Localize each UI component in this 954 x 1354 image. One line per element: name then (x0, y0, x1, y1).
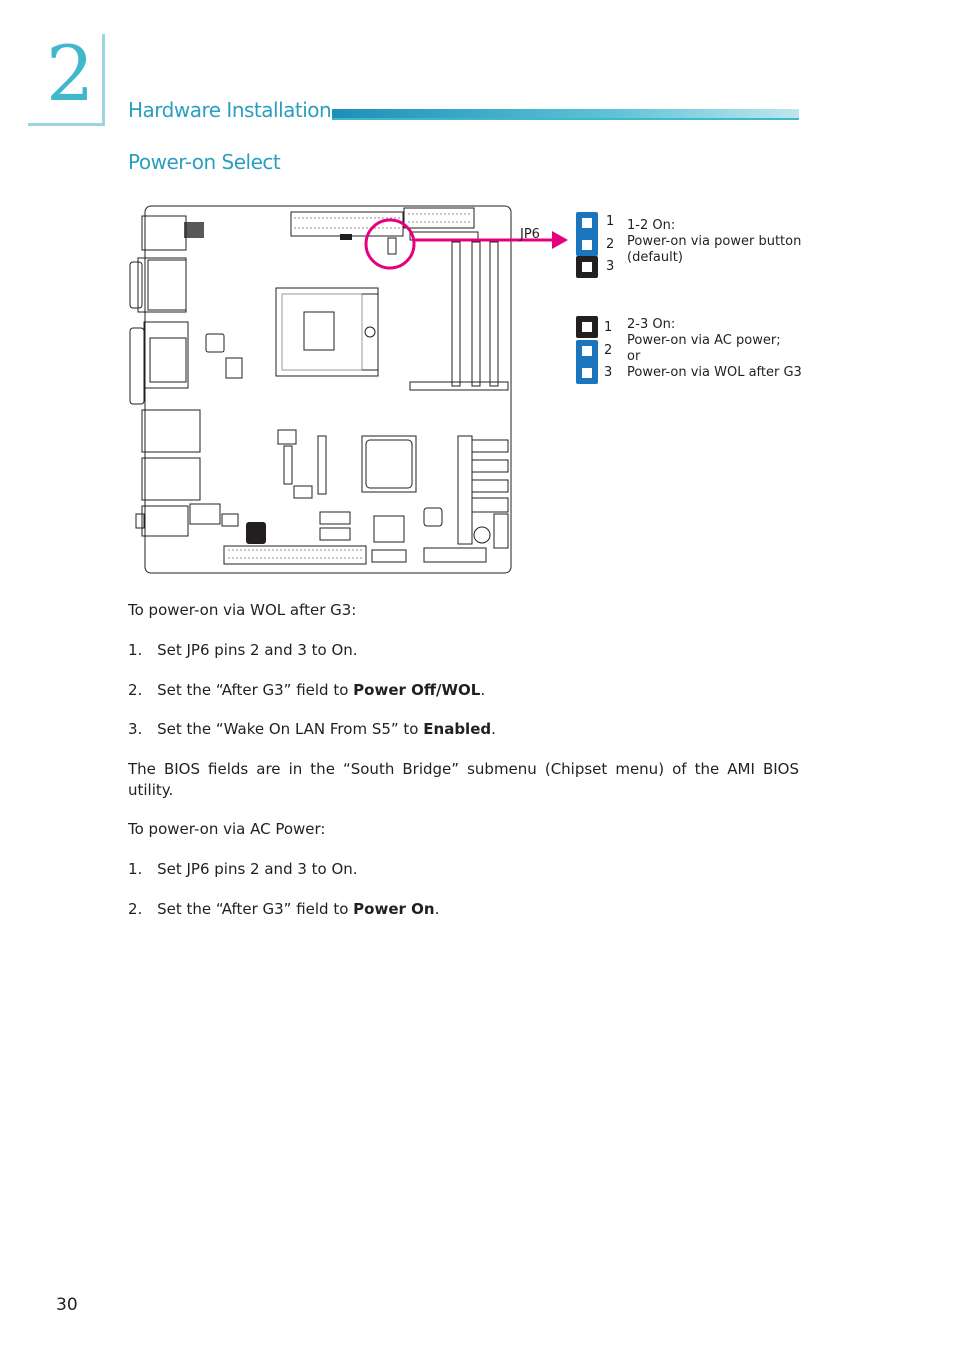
header-ide (318, 436, 326, 494)
io-port-audio (142, 506, 188, 536)
setting-b-line-4: Power-on via WOL after G3 (627, 365, 802, 380)
io-port-com-inner (150, 338, 186, 382)
io-port-top (142, 216, 186, 250)
small-chip-c (222, 514, 238, 526)
setting-a-line-2: Power-on via power button (627, 234, 802, 249)
wol-step-1 (128, 640, 358, 661)
small-chip-b (226, 358, 242, 378)
section-title: Power-on Select (128, 150, 281, 174)
step-punct: . (480, 681, 486, 699)
step-punct: . (434, 900, 440, 918)
io-port-usb (142, 458, 200, 500)
battery (474, 527, 490, 543)
jumper-setting-a-graphic (574, 212, 600, 280)
step-text: Set the “Wake On LAN From S5” to (157, 720, 424, 738)
header-jumper (424, 508, 442, 526)
step-number: 1. (128, 860, 143, 878)
step-number: 2. (128, 681, 143, 699)
step-punct: . (491, 720, 496, 738)
pin-a-1 (582, 218, 592, 228)
step-text: Set the “After G3” field to (157, 681, 354, 699)
small-chip-a (206, 334, 224, 352)
pin-a-2 (582, 240, 592, 250)
cpu-lever (365, 327, 375, 337)
step-value-power-on: Power On (353, 900, 435, 918)
step-number: 2. (128, 900, 143, 918)
memory-slot-2 (472, 242, 480, 386)
pin-b-2 (582, 346, 592, 356)
header-long (284, 446, 292, 484)
jp6-callout-arrow (552, 231, 568, 249)
page-number: 30 (56, 1295, 78, 1315)
io-port-audio-jack (136, 514, 144, 528)
sata-1 (472, 440, 508, 452)
sata-2 (472, 460, 508, 472)
header-spi (320, 512, 350, 524)
setting-a-pin-2: 2 (606, 237, 615, 252)
sata-4 (472, 498, 508, 512)
cpu-die (304, 312, 334, 350)
motherboard-diagram (0, 0, 954, 600)
pin-a-3 (582, 262, 592, 272)
top-header (404, 208, 474, 228)
step-value-enabled: Enabled (423, 720, 492, 738)
step-value-power-off-wol: Power Off/WOL (353, 681, 481, 699)
header-cable (458, 436, 472, 544)
setting-a-pin-1: 1 (606, 214, 615, 229)
setting-b-line-2: Power-on via AC power; (627, 333, 781, 348)
memory-slot-3 (490, 242, 498, 386)
dip-pins-a (184, 222, 204, 238)
wol-intro: To power-on via WOL after G3: (128, 601, 357, 619)
setting-b-line-3: or (627, 349, 641, 364)
step-text: Set the “After G3” field to (157, 900, 354, 918)
dip-pins-b (340, 234, 352, 240)
setting-b-pin-1: 1 (604, 320, 613, 335)
chipset (362, 436, 416, 492)
setting-b-pin-2: 2 (604, 343, 613, 358)
sata-3 (472, 480, 508, 492)
header-lpc (374, 516, 404, 542)
pcie-slot (224, 546, 366, 564)
chapter-title: Hardware Installation (128, 98, 332, 122)
setting-a-pin-3: 3 (606, 259, 615, 274)
io-port-lan (142, 410, 200, 452)
pcie-small-slot (372, 550, 406, 562)
jp6-on-board (388, 238, 396, 254)
ac-intro: To power-on via AC Power: (128, 820, 326, 838)
step-text: Set JP6 pins 2 and 3 to On. (157, 641, 358, 659)
jumper-setting-b-graphic (574, 316, 600, 384)
chipset-inner (366, 440, 412, 488)
setting-a-line-3: (default) (627, 250, 683, 265)
step-number: 1. (128, 641, 143, 659)
setting-a-line-1: 1-2 On: (627, 218, 676, 233)
bios-note: The BIOS fields are in the “South Bridge” submenu (Chipset menu) of the AMI BIOS utility. (128, 760, 799, 799)
header-6pin (294, 486, 312, 498)
io-port-com (144, 322, 188, 388)
setting-b-line-1: 2-3 On: (627, 317, 676, 332)
pin-b-3 (582, 368, 592, 378)
wol-step-2 (128, 680, 485, 701)
atx-power-connector (291, 212, 403, 236)
chapter-number: 2 (46, 29, 95, 118)
memory-slot-1 (452, 242, 460, 386)
step-text: Set JP6 pins 2 and 3 to On. (157, 860, 358, 878)
io-port-com-frame (130, 328, 144, 404)
header-usb-l (190, 504, 220, 524)
jp6-label: JP6 (520, 227, 540, 242)
header-dual (320, 528, 350, 540)
wol-step-3 (128, 719, 496, 740)
header-right (494, 514, 508, 548)
header-fan (278, 430, 296, 444)
step-number: 3. (128, 720, 143, 738)
setting-b-pin-3: 3 (604, 365, 613, 380)
pin-b-1 (582, 322, 592, 332)
ac-step-1 (128, 859, 358, 880)
io-port-vga-inner (148, 260, 186, 310)
cpu-socket-inner (282, 294, 362, 370)
bottom-header (424, 548, 486, 562)
io-port-serial-frame (130, 262, 142, 308)
ac-step-2 (128, 899, 439, 920)
jp6-callout-circle (366, 220, 414, 268)
bios-chip (246, 522, 266, 544)
cpu-socket (276, 288, 378, 376)
